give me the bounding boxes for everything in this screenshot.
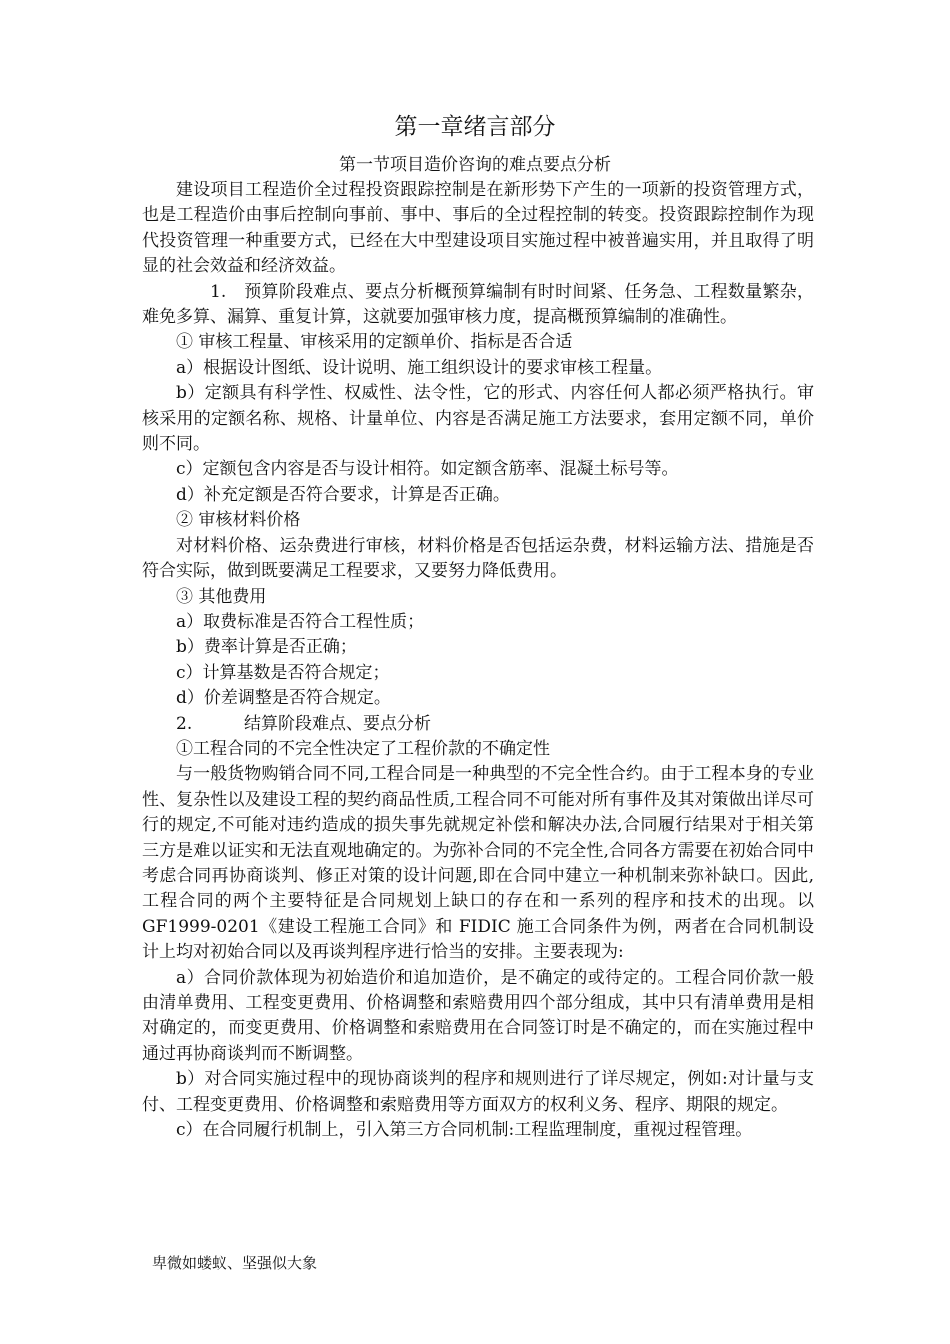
section-title: 第一节项目造价咨询的难点要点分析 (339, 155, 611, 175)
document-body (142, 178, 814, 1143)
list-item: d）补充定额是否符合要求，计算是否正确。 (176, 484, 510, 505)
numbered-paragraph-2 (142, 712, 814, 737)
list-item: c）定额包含内容是否与设计相符。如定额含筋率、混凝土标号等。 (176, 459, 679, 480)
paragraph-text: 结算阶段难点、要点分析 (244, 713, 431, 734)
list-item: b）费率计算是否正确； (176, 637, 357, 658)
list-item: a）合同价款体现为初始造价和追加造价，是不确定的或待定的。工程合同价款一般由清单费用、工程变更费用、价格调整和索赔费用四个部分组成，其中只有清单费用是相对确定的，而变更费用、价格调整和索赔费用在合同签订时是不确定的，而在实施过程中通过再协商谈判而不断调整。 (142, 967, 814, 1064)
list-item: a）取费标准是否符合工程性质； (176, 611, 425, 632)
list-item: b）对合同实施过程中的现协商谈判的程序和规则进行了详尽规定，例如:对计量与支付、工程变更费用、价格调整和索赔费用等方面双方的权利义务、程序、期限的规定。 (142, 1069, 814, 1115)
subheading: ①工程合同的不完全性决定了工程价款的不确定性 (176, 738, 550, 759)
numbered-paragraph-1 (142, 280, 814, 331)
list-number: 1. (210, 281, 227, 302)
list-item: b）定额具有科学性、权威性、法令性，它的形式、内容任何人都必须严格执行。审核采用的定额名称、规格、计量单位、内容是否满足施工方法要求，套用定额不同，单价则不同。 (142, 383, 814, 455)
list-number: 2. (176, 713, 193, 734)
list-item: c）在合同履行机制上，引入第三方合同机制:工程监理制度，重视过程管理。 (176, 1120, 753, 1141)
paragraph: 对材料价格、运杂费进行审核，材料价格是否包括运杂费，材料运输方法、措施是否符合实际，做到既要满足工程要求，又要努力降低费用。 (142, 535, 814, 582)
list-item: c）计算基数是否符合规定； (176, 662, 390, 683)
paragraph-text: 预算阶段难点、要点分析概预算编制有时时间紧、任务急、工程数量繁杂，难免多算、漏算、重复计算，这就要加强审核力度，提高概预算编制的准确性。 (142, 281, 814, 328)
paragraph: 与一般货物购销合同不同,工程合同是一种典型的不完全性合约。由于工程本身的专业性、复杂性以及建设工程的契约商品性质,工程合同不可能对所有事件及其对策做出详尽可行的规定,不可能对违约造成的损失事先就规定补偿和解决办法,合同履行结果对于相关第三方是难以证实和无法直观地确定的。为弥补合同的不完全性,合同各方需要在初始合同中考虑合同再协商谈判、修正对策的设计问题,即在合同中建立一种机制来弥补缺口。因此,工程合同的两个主要特征是合同规划上缺口的存在和一系列的程序和技术的出现。以 GF1999-0201《建设工程施工合同》和 FIDIC 施工合同条件为例，两者在合同机制设计上均对初始合同以及再谈判程序进行恰当的安排。主要表现为: (142, 764, 814, 963)
chapter-title: 第一章绪言部分 (394, 114, 556, 140)
list-item: d）价差调整是否符合规定。 (176, 688, 391, 709)
subheading: ③ 其他费用 (176, 586, 267, 607)
list-item: a）根据设计图纸、设计说明、施工组织设计的要求审核工程量。 (176, 357, 663, 378)
footer-text: 卑微如蝼蚁、坚强似大象 (152, 1254, 318, 1272)
subheading: ① 审核工程量、审核采用的定额单价、指标是否合适 (176, 332, 573, 353)
subheading: ② 审核材料价格 (176, 510, 301, 531)
intro-paragraph: 建设项目工程造价全过程投资跟踪控制是在新形势下产生的一项新的投资管理方式，也是工程造价由事后控制向事前、事中、事后的全过程控制的转变。投资跟踪控制作为现代投资管理一种重要方式，已经在大中型建设项目实施过程中被普遍实用，并且取得了明显的社会效益和经济效益。 (142, 180, 814, 277)
